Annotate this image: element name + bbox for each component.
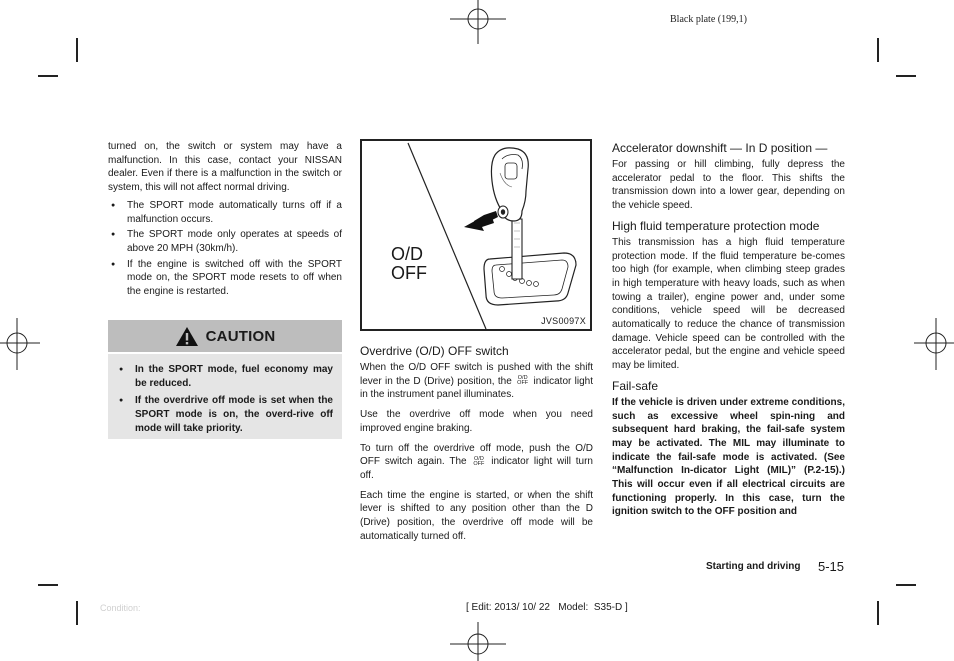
crop-mark: [38, 584, 58, 586]
paragraph: This transmission has a high fluid temperature protection mode. If the fluid temperature be-comes too high (for example, when climbing steep grades in high temperature with heavy loads, such as when towing a trailer), engine power and, under some conditions, vehicle speed will be decreased automatically to reduce the chance of transmission damage. Vehicle speed can be controlled with the accelerator pedal, but the engine and vehicle speed may be limited.: [612, 236, 845, 372]
crop-mark: [76, 601, 78, 625]
section-heading: Fail-safe: [612, 378, 659, 393]
caution-list: [116, 363, 333, 436]
od-off-indicator-icon: O/D OFF: [473, 455, 485, 467]
paragraph: To turn off the overdrive off mode, push the O/D OFF switch again. The O/D OFF indicator light will turn off.: [360, 442, 593, 481]
crop-mark: [76, 38, 78, 62]
page-number: 5-15: [818, 559, 845, 574]
plate-label: Black plate (199,1): [670, 14, 747, 25]
registration-mark-top: [448, 0, 508, 46]
paragraph: Each time the engine is started, or when the shift lever is shifted to any position other than the D (Drive) position, the overdrive off mode will be automatically turned off.: [360, 489, 593, 542]
middle-column: [360, 343, 593, 543]
section-heading: Overdrive (O/D) OFF switch: [360, 344, 509, 358]
list-item: ● The SPORT mode automatically turns off if a malfunction occurs.: [108, 199, 342, 226]
list-item: ● The SPORT mode only operates at speeds of above 20 MPH (30km/h).: [108, 228, 342, 255]
figure-code: JVS0097X: [541, 316, 586, 326]
section-heading: High fluid temperature protection mode: [612, 218, 820, 233]
caution-header: [108, 320, 342, 354]
shift-lever-figure: [360, 139, 592, 331]
crop-mark: [877, 38, 879, 62]
shift-lever-illustration: [362, 141, 590, 329]
list-item: ● If the engine is switched off with the SPORT mode on, the SPORT mode resets to off when the engine is restarted.: [108, 258, 342, 299]
registration-mark-left: [0, 316, 44, 372]
registration-mark-bottom: [448, 622, 508, 661]
left-column: [108, 140, 342, 299]
figure-label: O/D OFF: [391, 244, 427, 283]
footer-section-title: Starting and driving: [706, 561, 801, 572]
list-item: ● In the SPORT mode, fuel economy may be reduced.: [116, 363, 333, 390]
condition-label: Condition:: [100, 603, 141, 613]
paragraph: For passing or hill climbing, fully depress the accelerator pedal to the floor. This shifts the transmission down into a lower gear, depending on the vehicle speed.: [612, 159, 845, 212]
list-item: ● If the overdrive off mode is set when the SPORT mode is on, the overd-rive off mode will take priority.: [116, 394, 333, 435]
od-off-indicator-icon: O/D OFF: [517, 375, 529, 387]
crop-mark: [877, 601, 879, 625]
caution-title: CAUTION: [205, 327, 276, 345]
registration-mark-right: [912, 316, 954, 372]
crop-mark: [896, 584, 916, 586]
paragraph: If the vehicle is driven under extreme conditions, such as excessive wheel spin-ning and subsequent hard braking, the fail-safe system may be activated. The MIL may illuminate to indicate the fail-safe mode is activated. (See “Malfunction In-dicator Light (MIL)” (P.2-15).) This will occur even if all electrical circuits are functioning properly. In this case, turn the ignition switch to the OFF position and: [612, 396, 845, 518]
warning-icon: [175, 326, 199, 347]
paragraph: Use the overdrive off mode when you need improved engine braking.: [360, 409, 593, 434]
right-column: [612, 140, 845, 519]
intro-paragraph: turned on, the switch or system may have a malfunction. In this case, contact your NISSAN dealer. Even if there is a malfunction in the switch or system, this will not affect normal driving.: [108, 141, 342, 194]
crop-mark: [38, 75, 58, 77]
paragraph: When the O/D OFF switch is pushed with the shift lever in the D (Drive) position, the O/D OFF indicator light in the instrument panel illuminates.: [360, 362, 594, 401]
edit-info: [ Edit: 2013/ 10/ 22 Model: S35-D ]: [466, 602, 628, 613]
crop-mark: [896, 75, 916, 77]
section-heading: Accelerator downshift — In D position —: [612, 141, 828, 155]
caution-body: [108, 354, 342, 439]
